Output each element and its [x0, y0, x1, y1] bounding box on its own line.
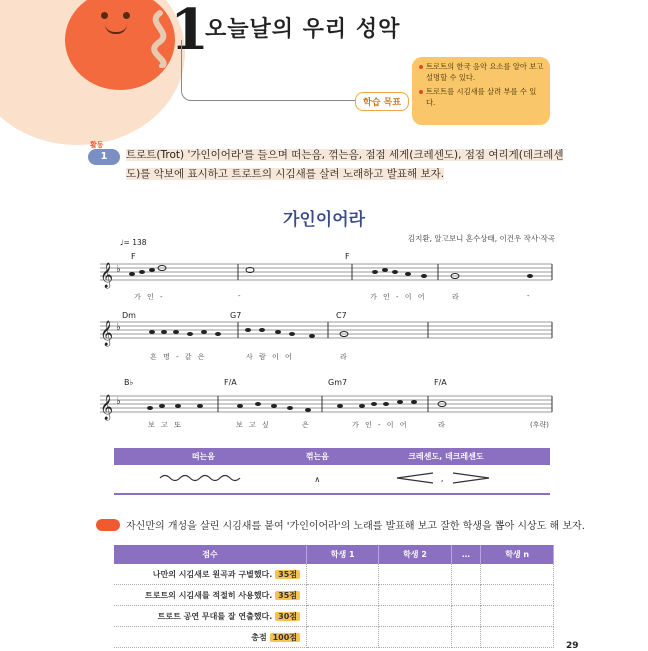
points-badge: 35점 [275, 591, 300, 600]
activity-instructions [126, 146, 566, 184]
score-cell[interactable] [307, 564, 379, 585]
sheet-music [90, 246, 560, 446]
lyric-text: 보 고 또 [148, 421, 183, 429]
bend-symbol-cell: ∧ [293, 465, 342, 494]
lyric-text: 은 [302, 421, 311, 429]
activity-number-badge [88, 149, 120, 165]
dynamics-separator: , [440, 474, 444, 483]
score-row [114, 606, 554, 627]
objective-item: 트로트를 시김새를 살려 부를 수 있다. [418, 86, 544, 108]
chord-label: B♭ [124, 378, 134, 387]
score-header: 학생 2 [379, 545, 451, 564]
points-badge: 100점 [270, 633, 300, 642]
svg-text:♭: ♭ [116, 264, 121, 275]
objectives-tag: 학습 목표 [355, 92, 409, 111]
score-row [114, 627, 554, 648]
chord-label: F/A [434, 378, 447, 387]
chord-label: G7 [230, 311, 242, 320]
score-cell[interactable] [451, 627, 481, 648]
score-header: … [451, 545, 481, 564]
activity-number: 1 [100, 151, 108, 162]
lyric-text: - [238, 292, 243, 300]
activity-text-line2: 도)를 악보에 표시하고 트로트의 시김새를 살려 노래하고 발표해 보자. [126, 168, 445, 180]
song-credit: 김지환, 알고보니 혼수상태, 이건우 작사·작곡 [407, 234, 555, 243]
activity-label: 활동 [90, 141, 104, 149]
crescendo-icon [393, 472, 493, 484]
svg-text:♭: ♭ [116, 396, 121, 407]
score-cell[interactable] [307, 627, 379, 648]
score-cell[interactable] [451, 585, 481, 606]
marks-header: 크레센도, 데크레센도 [342, 448, 550, 465]
mascot-smile-icon [105, 24, 127, 34]
chord-label: F [131, 252, 136, 261]
score-header: 학생 1 [307, 545, 379, 564]
score-header: 점수 [114, 545, 307, 564]
task-instructions: 자신만의 개성을 살린 시김새를 붙여 '가인이어라'의 노래를 발표해 보고 잘한 학생을 뽑아 시상도 해 보자. [126, 521, 585, 532]
score-row [114, 585, 554, 606]
treble-clef-icon: 𝄞 [100, 321, 114, 346]
chord-label: F [345, 252, 350, 261]
activity-text-line1: 트로트(Trot) '가인이어라'를 들으며 떠는음, 꺾는음, 점점 세게(크레센도), 점점 여리게(데크레센 [126, 149, 564, 161]
page-number: 29 [566, 641, 579, 651]
points-badge: 30점 [275, 612, 300, 621]
expression-marks-table [114, 448, 550, 495]
score-cell[interactable] [379, 564, 451, 585]
score-cell[interactable] [481, 564, 554, 585]
score-cell[interactable] [481, 627, 554, 648]
task-bullet-icon [96, 519, 120, 531]
chord-label: Gm7 [328, 378, 348, 387]
chord-label: Dm [122, 311, 136, 320]
treble-clef-icon: 𝄞 [100, 263, 114, 288]
score-cell[interactable] [307, 585, 379, 606]
score-cell[interactable] [379, 585, 451, 606]
unit-number: 1 [170, 0, 209, 63]
score-cell[interactable] [481, 606, 554, 627]
chord-label: F/A [224, 378, 237, 387]
objective-item: 트로트의 한국 음악 요소를 알아 보고 설명할 수 있다. [418, 61, 544, 83]
criterion-cell [114, 564, 307, 585]
criterion-text: 나만의 시김새로 원곡과 구별했다. [152, 569, 273, 579]
mascot-eye-icon [123, 12, 130, 19]
lyric-text: 가 인 - 이 어 [352, 421, 409, 429]
score-cell[interactable] [451, 606, 481, 627]
lyric-text: 라 [452, 293, 461, 301]
score-cell[interactable] [379, 627, 451, 648]
criterion-text: 트로트의 시김새를 적절히 사용했다. [145, 590, 273, 600]
score-header: 학생 n [481, 545, 554, 564]
lyric-text: 사 람 이 어 [246, 353, 294, 361]
marks-header: 떠는음 [114, 448, 293, 465]
mascot-eye-icon [101, 12, 108, 19]
score-cell[interactable] [307, 606, 379, 627]
lyric-text: 라 [438, 421, 447, 429]
vibrato-wave-icon [158, 473, 248, 483]
criterion-cell [114, 627, 307, 648]
criterion-text: 트로트 공연 무대를 잘 연출했다. [157, 611, 273, 621]
song-title: 가인이어라 [282, 210, 366, 230]
score-table [114, 545, 554, 648]
marks-header: 꺾는음 [293, 448, 342, 465]
unit-title: 오늘날의 우리 성악 [205, 17, 401, 42]
score-row [114, 564, 554, 585]
criterion-cell [114, 585, 307, 606]
ending-mark: (후략) [530, 421, 549, 429]
score-cell[interactable] [481, 585, 554, 606]
score-cell[interactable] [379, 606, 451, 627]
dynamics-symbol-cell [342, 465, 550, 494]
objective-bracket [181, 40, 382, 101]
criterion-text: 총점 [251, 632, 267, 642]
treble-clef-icon: 𝄞 [100, 395, 114, 420]
chord-label: C7 [336, 311, 347, 320]
vibrato-symbol-cell [114, 465, 293, 494]
tempo-marking: ♩= 138 [120, 238, 147, 247]
score-cell[interactable] [451, 564, 481, 585]
lyric-text: - [527, 292, 532, 300]
lyric-text: 가 인 - 이 어 [370, 293, 427, 301]
criterion-cell [114, 606, 307, 627]
lyric-text: 흔 명 - 같 은 [150, 353, 207, 361]
points-badge: 35점 [275, 570, 300, 579]
lyric-text: 보 고 싶 [236, 421, 271, 429]
objectives-box [412, 57, 550, 125]
svg-text:♭: ♭ [116, 322, 121, 333]
lyric-text: 가 인 - [134, 293, 165, 301]
lyric-text: 라 [340, 353, 349, 361]
